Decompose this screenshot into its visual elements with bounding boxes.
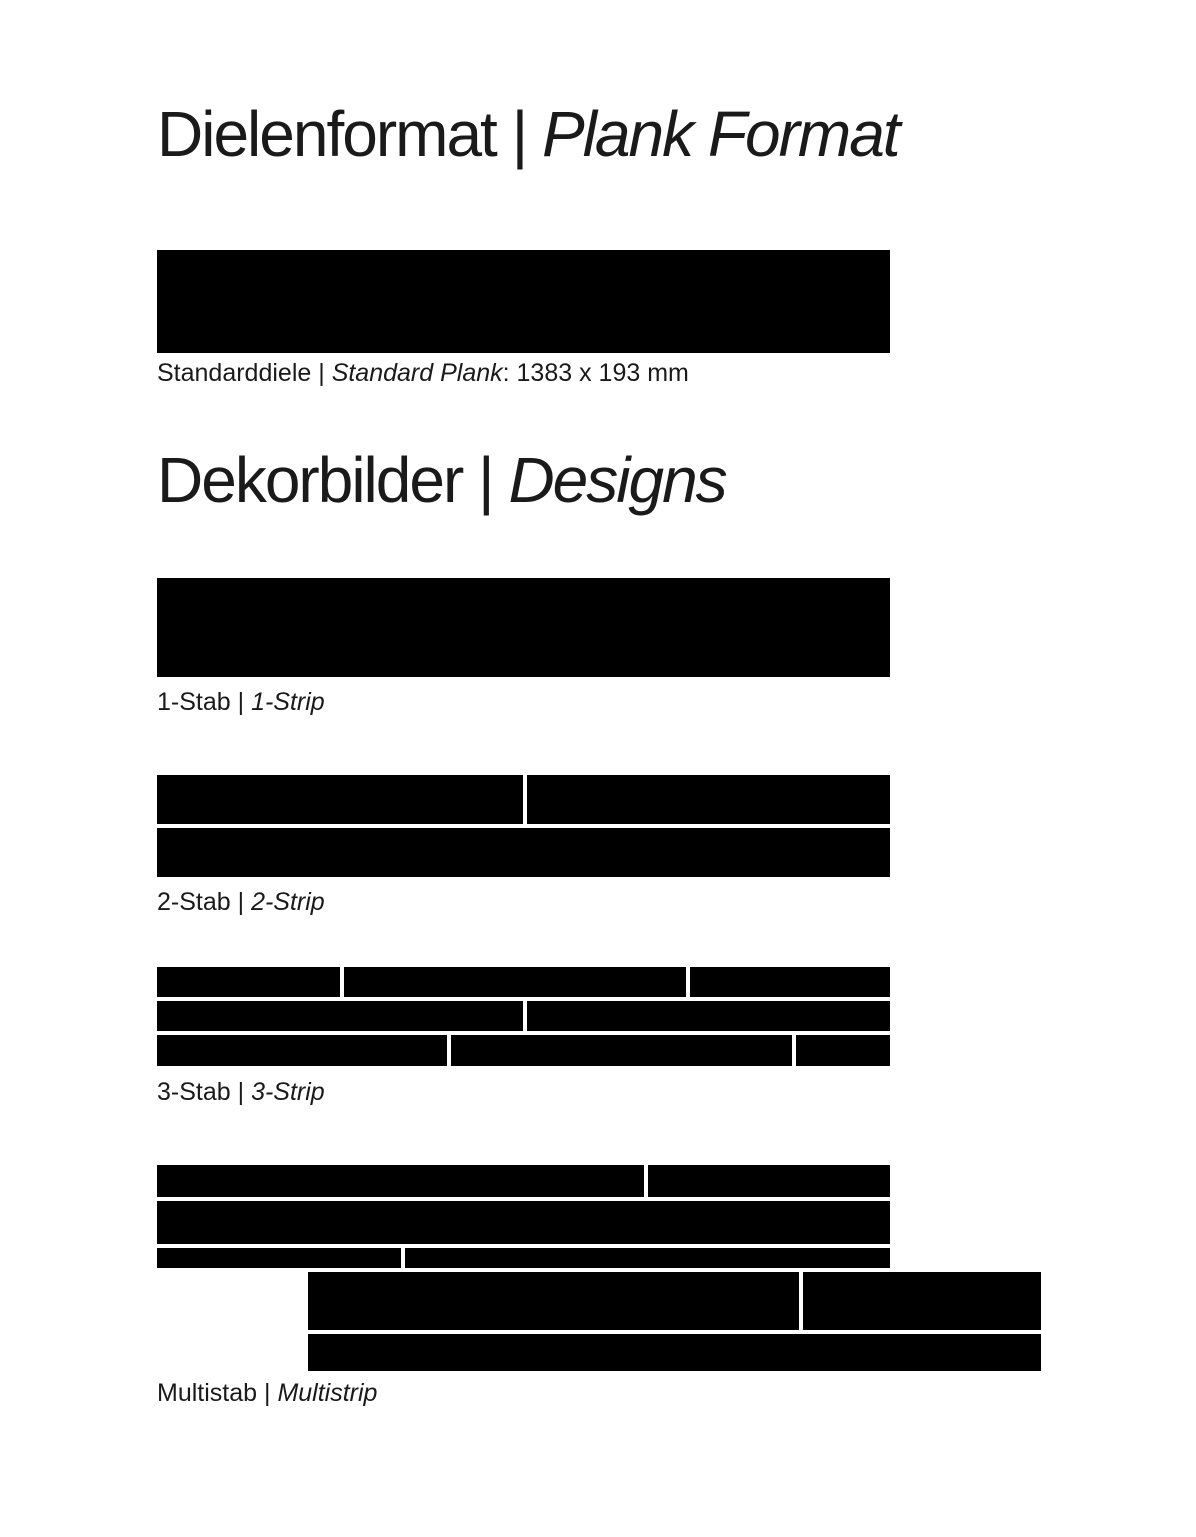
design-multistrip-row1-plank xyxy=(157,1165,644,1197)
design-3-strip-row1-plank xyxy=(344,967,686,997)
caption-multistrip-separator: | xyxy=(257,1379,278,1407)
design-2-strip-row2-plank xyxy=(157,828,890,877)
section-heading-plank-format xyxy=(157,96,899,173)
caption-multistrip-en: Multistrip xyxy=(277,1379,378,1407)
caption-1-strip xyxy=(157,687,325,717)
design-3-strip-row3-plank xyxy=(796,1035,890,1066)
caption-3-strip-de: 3-Stab xyxy=(157,1078,231,1106)
caption-3-strip xyxy=(157,1077,325,1107)
design-3-strip-row1-plank xyxy=(157,967,340,997)
caption-standard-plank-separator: | xyxy=(311,359,332,387)
heading-designs-en: Designs xyxy=(508,444,726,516)
caption-standard-plank-en: Standard Plank xyxy=(331,359,503,387)
section-heading-designs xyxy=(157,442,726,519)
design-multistrip-row1-plank xyxy=(648,1165,890,1197)
design-3-strip-row2-plank xyxy=(527,1001,890,1031)
caption-2-strip-separator: | xyxy=(230,888,252,916)
heading-designs-separator: | xyxy=(462,444,509,516)
caption-2-strip-en: 2-Strip xyxy=(251,888,325,916)
caption-standard-plank xyxy=(157,358,689,388)
caption-multistrip xyxy=(157,1378,377,1408)
design-multistrip-row3-plank xyxy=(157,1248,401,1268)
design-3-strip-row3-plank xyxy=(157,1035,447,1066)
caption-multistrip-de: Multistab xyxy=(157,1379,258,1407)
caption-1-strip-de: 1-Stab xyxy=(157,688,231,716)
caption-3-strip-separator: | xyxy=(230,1078,252,1106)
caption-3-strip-en: 3-Strip xyxy=(251,1078,325,1106)
design-3-strip-row2-plank xyxy=(157,1001,523,1031)
heading-plank-format-de: Dielenformat xyxy=(157,98,496,170)
caption-2-strip xyxy=(157,887,325,917)
caption-1-strip-en: 1-Strip xyxy=(251,688,325,716)
design-1-strip-row1-plank xyxy=(157,578,890,677)
standard-plank-row1-plank xyxy=(157,250,890,353)
caption-standard-plank-dimensions: : 1383 x 193 mm xyxy=(502,359,689,387)
caption-1-strip-separator: | xyxy=(230,688,252,716)
design-multistrip-row2-plank xyxy=(157,1201,890,1244)
caption-standard-plank-de: Standarddiele xyxy=(157,359,312,387)
design-2-strip-row1-plank xyxy=(527,775,890,824)
design-3-strip-row1-plank xyxy=(690,967,890,997)
heading-designs-de: Dekorbilder xyxy=(157,444,463,516)
design-multistrip-row3-plank xyxy=(405,1248,890,1268)
design-3-strip-row3-plank xyxy=(451,1035,792,1066)
design-multistrip-row4-plank xyxy=(308,1272,799,1330)
heading-plank-format-en: Plank Format xyxy=(542,98,899,170)
design-2-strip-row1-plank xyxy=(157,775,523,824)
caption-2-strip-de: 2-Stab xyxy=(157,888,231,916)
design-multistrip-row5-plank xyxy=(308,1334,1041,1371)
heading-plank-format-separator: | xyxy=(495,98,542,170)
design-multistrip-row4-plank xyxy=(803,1272,1041,1330)
